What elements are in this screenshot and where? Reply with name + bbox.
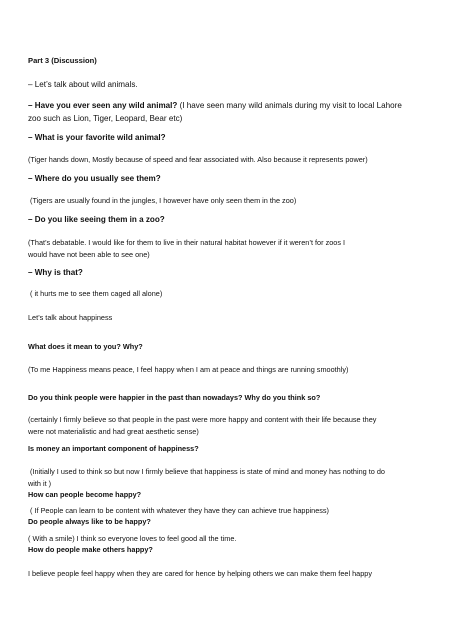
- answer-text: (I have seen many wild animals during my visit to local Lahore: [177, 101, 402, 110]
- question-zoo: – Do you like seeing them in a zoo?: [28, 215, 165, 224]
- answer-continued: zoo such as Lion, Tiger, Leopard, Bear etc): [28, 114, 183, 123]
- answer-past-line1: (certainly I firmly believe so that people in the past were more happy and content with their life because they: [28, 415, 377, 424]
- answer-past-line2: were not materialistic and had great aesthetic sense): [28, 427, 199, 436]
- question-always-happy: Do people always like to be happy?: [28, 517, 151, 526]
- prompt-wild-animals: – Let’s talk about wild animals.: [28, 80, 138, 89]
- answer-zoo-line2: would have not been able to see one): [28, 250, 150, 259]
- part-title: Part 3 (Discussion): [28, 56, 97, 65]
- answer-money-line2: with it ): [28, 479, 52, 488]
- question-why: – Why is that?: [28, 268, 83, 277]
- question-favorite-animal: – What is your favorite wild animal?: [28, 133, 166, 142]
- answer-always-happy: ( With a smile) I think so everyone loves to feel good all the time.: [28, 534, 237, 543]
- question-meaning: What does it mean to you? Why?: [28, 342, 143, 351]
- answer-favorite-animal: (Tiger hands down, Mostly because of speed and fear associated with. Also because it represents power): [28, 155, 368, 164]
- answer-make-others-happy: I believe people feel happy when they are cared for hence by helping others we can make them feel happy: [28, 569, 372, 578]
- question-where-see: – Where do you usually see them?: [28, 174, 161, 183]
- question-make-others-happy: How do people make others happy?: [28, 545, 153, 554]
- question-past-happier: Do you think people were happier in the past than nowadays? Why do you think so?: [28, 393, 321, 402]
- answer-why: ( it hurts me to see them caged all alone): [28, 289, 163, 298]
- answer-where-see: (Tigers are usually found in the jungles, I however have only seen them in the zoo): [28, 196, 297, 205]
- happiness-intro: Let’s talk about happiness: [28, 313, 113, 322]
- answer-zoo-line1: (That’s debatable. I would like for them to live in their natural habitat however if it weren’t for zoos I: [28, 238, 346, 247]
- answer-meaning: (To me Happiness means peace, I feel happy when I am at peace and things are running smoothly): [28, 365, 349, 374]
- question-become-happy: How can people become happy?: [28, 490, 142, 499]
- answer-become-happy: ( If People can learn to be content with whatever they have they can achieve true happiness): [28, 506, 329, 515]
- answer-money-line1: (Initially I used to think so but now I firmly believe that happiness is state of mind and money has nothing to do: [28, 467, 385, 476]
- question-money: Is money an important component of happiness?: [28, 444, 199, 453]
- question-text: – Have you ever seen any wild animal?: [28, 101, 178, 110]
